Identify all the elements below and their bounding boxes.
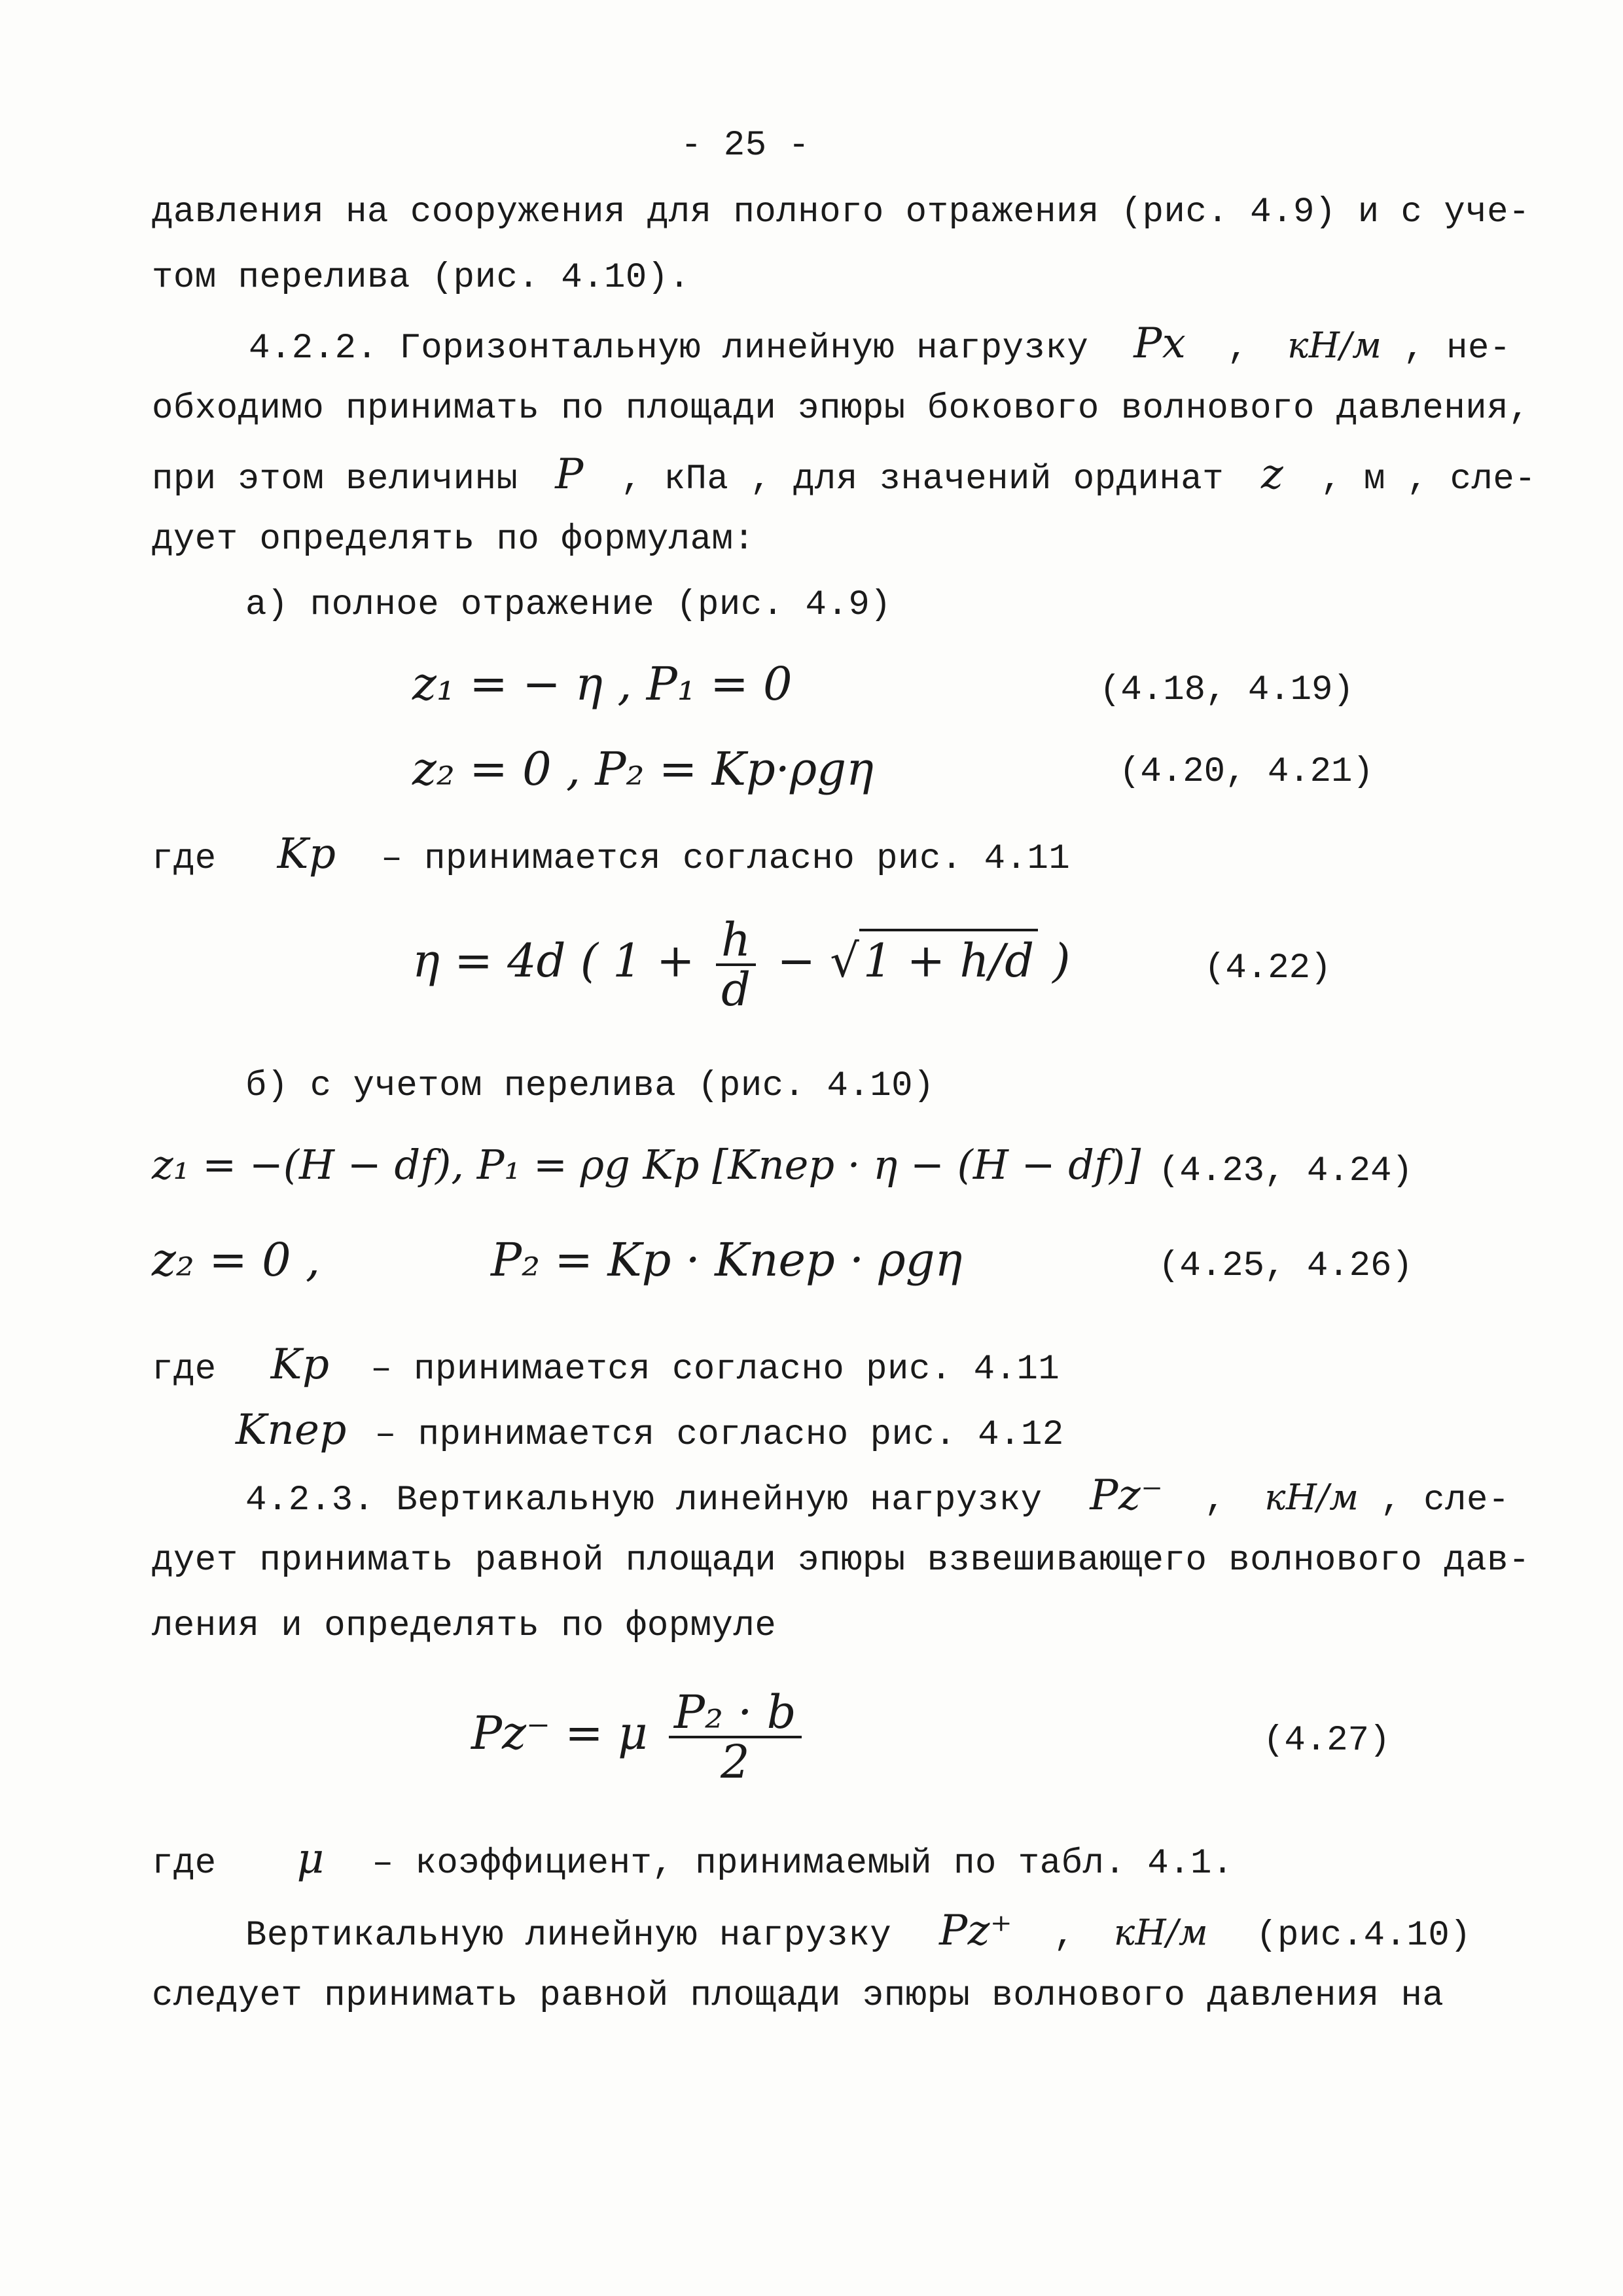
unit-kn-per-m: кН/м: [1287, 325, 1382, 366]
text-segment: – коэффициент, принимаемый по табл. 4.1.: [372, 1844, 1234, 1884]
symbol-pz-plus: Pz⁺: [939, 1907, 1013, 1955]
where-label: где: [152, 1844, 217, 1884]
equation-number: (4.20, 4.21): [1119, 752, 1374, 792]
paragraph-line: следует принимать равной площади эпюры волнового давления на: [152, 1976, 1444, 2016]
fraction-numerator: h: [716, 916, 756, 966]
where-line: [152, 1342, 1060, 1393]
text-segment: 4.2.2. Горизонтальную линейную нагрузку: [249, 329, 1089, 368]
fraction-numerator: P₂ · b: [669, 1689, 802, 1738]
fraction-denominator: 2: [720, 1735, 750, 1789]
paragraph-line: [152, 452, 1536, 503]
page-number: - 25 -: [681, 126, 810, 166]
paragraph-line: дует определять по формулам:: [152, 520, 755, 560]
text-segment: – принимается согласно рис. 4.11: [370, 1350, 1060, 1390]
equation-number: (4.27): [1263, 1721, 1391, 1761]
formula-4-27: [471, 1685, 808, 1789]
text-segment: – принимается согласно рис. 4.11: [381, 839, 1071, 879]
where-line: [152, 1836, 1234, 1887]
where-line: [152, 831, 1070, 882]
symbol-px: Px: [1133, 319, 1186, 368]
equation-number: (4.25, 4.26): [1158, 1246, 1413, 1286]
text-segment: 4.2.3. Вертикальную линейную нагрузку: [245, 1480, 1043, 1520]
formula-part: Pz⁻ = μ: [471, 1706, 648, 1760]
text-segment: , сле-: [1380, 1480, 1510, 1520]
text-segment: , не-: [1403, 329, 1511, 368]
text-segment: (рис.4.10): [1256, 1916, 1472, 1956]
paragraph-line: ления и определять по формуле: [152, 1606, 777, 1646]
formula-4-23: z₁ = −(H − df), P₁ = ρg Kp [Kпер · η − (H − df)]: [152, 1141, 1141, 1189]
unit-kn-per-m: кН/м: [1113, 1912, 1209, 1953]
paragraph-line: Вертикальную линейную нагрузку Pz⁺ , кН/м (рис.4.10): [245, 1907, 1472, 1956]
symbol-kp: Kp: [270, 1340, 330, 1389]
symbol-kp: Kp: [277, 830, 336, 878]
formula-part: η = 4d ( 1 +: [412, 934, 695, 988]
formula-part: −: [777, 934, 815, 988]
formula-4-25-right: P₂ = Kp · Kпер · ρgη: [491, 1233, 963, 1287]
where-label: где: [152, 839, 217, 879]
equation-number: (4.22): [1204, 948, 1332, 988]
paragraph-line: обходимо принимать по площади эпюры бокового волнового давления,: [152, 389, 1530, 429]
fraction-denominator: d: [721, 963, 751, 1016]
where-label: где: [152, 1350, 217, 1390]
text-segment: , кПа , для значений ординат: [620, 459, 1224, 499]
text-segment: , м , сле-: [1321, 459, 1537, 499]
paragraph-line: 4.2.2. Горизонтальную линейную нагрузку Px , кН/м , не-: [249, 319, 1511, 368]
text-segment: – принимается согласно рис. 4.12: [374, 1415, 1064, 1455]
case-heading: а) полное отражение (рис. 4.9): [245, 585, 892, 625]
text-segment: при этом величины: [152, 459, 518, 499]
paragraph-line: дует принимать равной площади эпюры взвешивающего волнового дав-: [152, 1541, 1530, 1581]
paragraph-line: давления на сооружения для полного отражения (рис. 4.9) и с уче-: [152, 192, 1530, 232]
symbol-mu: μ: [296, 1835, 325, 1883]
formula-part: ): [1052, 934, 1071, 988]
unit-kn-per-m: кН/м: [1264, 1477, 1359, 1518]
fraction: [669, 1685, 802, 1789]
equation-number: (4.23, 4.24): [1158, 1151, 1413, 1191]
formula-4-18: z₁ = − η , P₁ = 0: [412, 657, 793, 711]
symbol-p: P: [555, 450, 584, 499]
equation-number: (4.18, 4.19): [1099, 670, 1354, 710]
symbol-kper: Kпер: [236, 1406, 347, 1454]
case-heading: б) с учетом перелива (рис. 4.10): [245, 1066, 935, 1106]
formula-4-22: η = 4d ( 1 + $\frac{h}{d}$ − √1 + h/d ): [412, 913, 1071, 1016]
formula-4-20: z₂ = 0 , P₂ = Kp·ρgη: [412, 742, 874, 796]
symbol-z: z: [1261, 450, 1284, 499]
symbol-pz-minus: Pz⁻: [1090, 1471, 1164, 1520]
formula-4-25-left: z₂ = 0 ,: [152, 1233, 321, 1287]
fraction: [716, 913, 756, 1016]
text-segment: Вертикальную линейную нагрузку: [245, 1916, 892, 1956]
square-root: 1 + h/d: [859, 929, 1038, 990]
where-line: [236, 1407, 1064, 1458]
paragraph-line: том перелива (рис. 4.10).: [152, 258, 690, 298]
paragraph-line: 4.2.3. Вертикальную линейную нагрузку Pz⁻ , кН/м , сле-: [245, 1471, 1510, 1520]
